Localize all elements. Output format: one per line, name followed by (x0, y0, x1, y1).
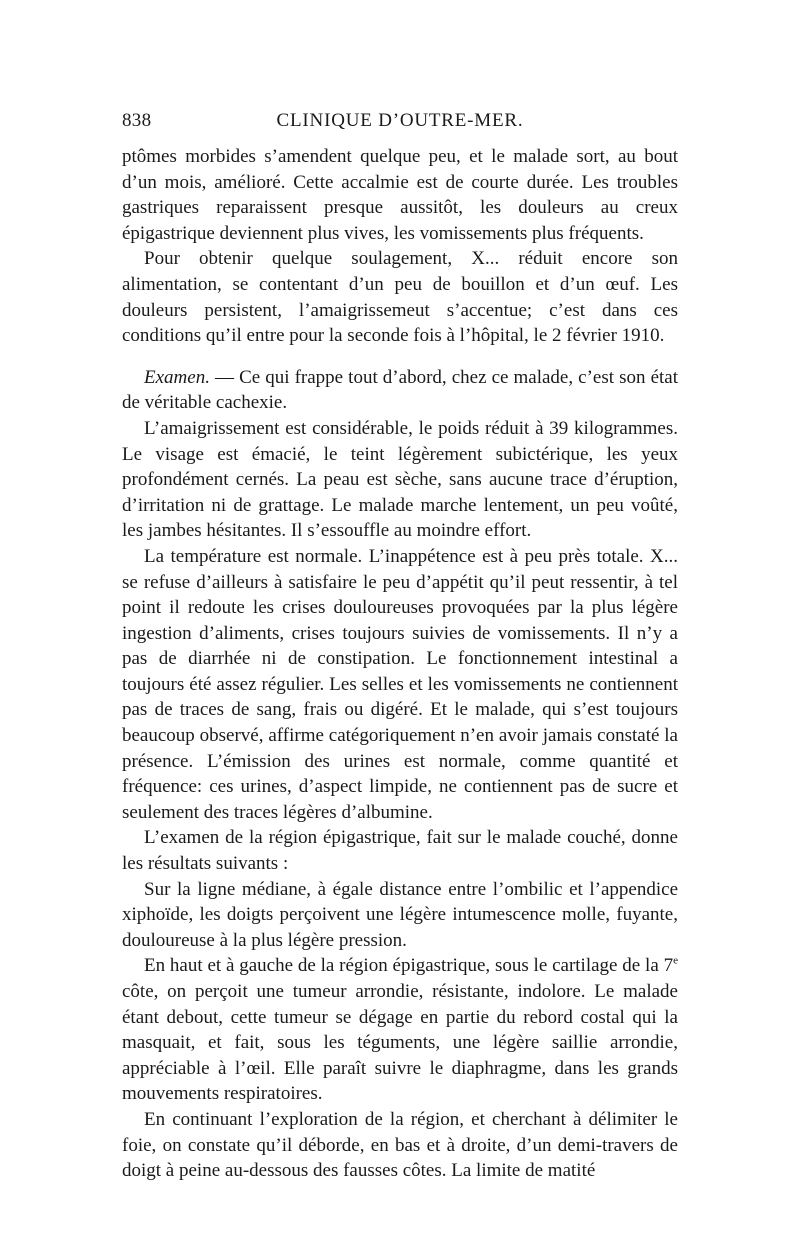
running-title: CLINIQUE D’OUTRE-MER. (276, 110, 524, 131)
paragraph-continuation: ptômes morbides s’amendent quelque peu, et le malade sort, au bout d’un mois, amélioré. Cette accalmie est de courte durée. Les troubles gastriques reparaissent presque aussitôt, les douleurs au creux épigastrique deviennent plus vives, les vomissements plus fréquents. (122, 146, 678, 244)
paragraph: En continuant l’exploration de la région, et cherchant à délimiter le foie, on constate qu’il déborde, en bas et à droite, d’un demi-travers de doigt à peine au-dessous des fausses côtes. La limite de matité (122, 1108, 678, 1182)
paragraph (122, 953, 678, 1107)
paragraph: Pour obtenir quelque soulagement, X... réduit encore son alimentation, se contentant d’un peu de bouillon et d’un œuf. Les douleurs persistent, l’amaigrissemeut s’accentue; c’est dans ces conditions qu’il entre pour la seconde fois à l’hôpital, le 2 février 1910. (122, 248, 678, 347)
paragraph: L’amaigrissement est considérable, le poids réduit à 39 kilogrammes. Le visage est émacié, le teint légèrement subictérique, les yeux profondément cernés. La peau est sèche, sans aucune trace d’éruption, d’irritation ni de grattage. Le malade marche lentement, un peu voûté, les jambes hésitantes. Il s’essouffle au moindre effort. (122, 417, 678, 542)
paragraph: Sur la ligne médiane, à égale distance entre l’ombilic et l’appendice xiphoïde, les doigts perçoivent une légère intumescence molle, fuyante, douloureuse à la plus légère pression. (122, 878, 678, 951)
paragraph: L’examen de la région épigastrique, fait sur le malade couché, donne les résultats suivants : (122, 827, 678, 875)
paragraph-text: côte, on perçoit une tumeur arrondie, résistante, indolore. Le malade étant debout, cette tumeur se dégage en partie du rebord costal qui la masquait, et fait, sous les téguments, une légère saillie arrondie, appréciable à l’œil. Elle paraît suivre le diaphragme, dans les grands mouvements respiratoires. (122, 981, 678, 1105)
paragraph-examen (122, 365, 678, 416)
running-head (122, 104, 678, 134)
book-page (122, 104, 678, 1184)
paragraph-text: — Ce qui frappe tout d’abord, chez ce malade, c’est son état de véritable cachexie. (122, 366, 678, 414)
paragraph-text: En haut et à gauche de la région épigastrique, sous le cartilage de la 7 (144, 955, 674, 977)
paragraph: La température est normale. L’inappétence est à peu près totale. X... se refuse d’ailleurs à satisfaire le peu d’appétit qu’il peut ressentir, à tel point il redoute les crises douloureuses provoquées par la plus légère ingestion d’aliments, crises toujours suivies de vomissements. Il n’y a pas de diarrhée ni de constipation. Le fonctionnement intestinal a toujours été assez régulier. Les selles et les vomissements ne contiennent pas de traces de sang, frais ou digéré. Et le malade, qui s’est toujours beaucoup observé, affirme catégoriquement n’en avoir jamais constaté la présence. L’émission des urines est normale, comme quantité et fréquence: ces urines, d’aspect limpide, ne contiennent pas de sucre et seulement des traces légères d’albumine. (122, 545, 678, 823)
page-number: 838 (122, 110, 152, 131)
body-text (122, 144, 678, 1184)
section-lead: Examen. (144, 366, 210, 388)
ordinal-superscript: e (673, 955, 678, 968)
